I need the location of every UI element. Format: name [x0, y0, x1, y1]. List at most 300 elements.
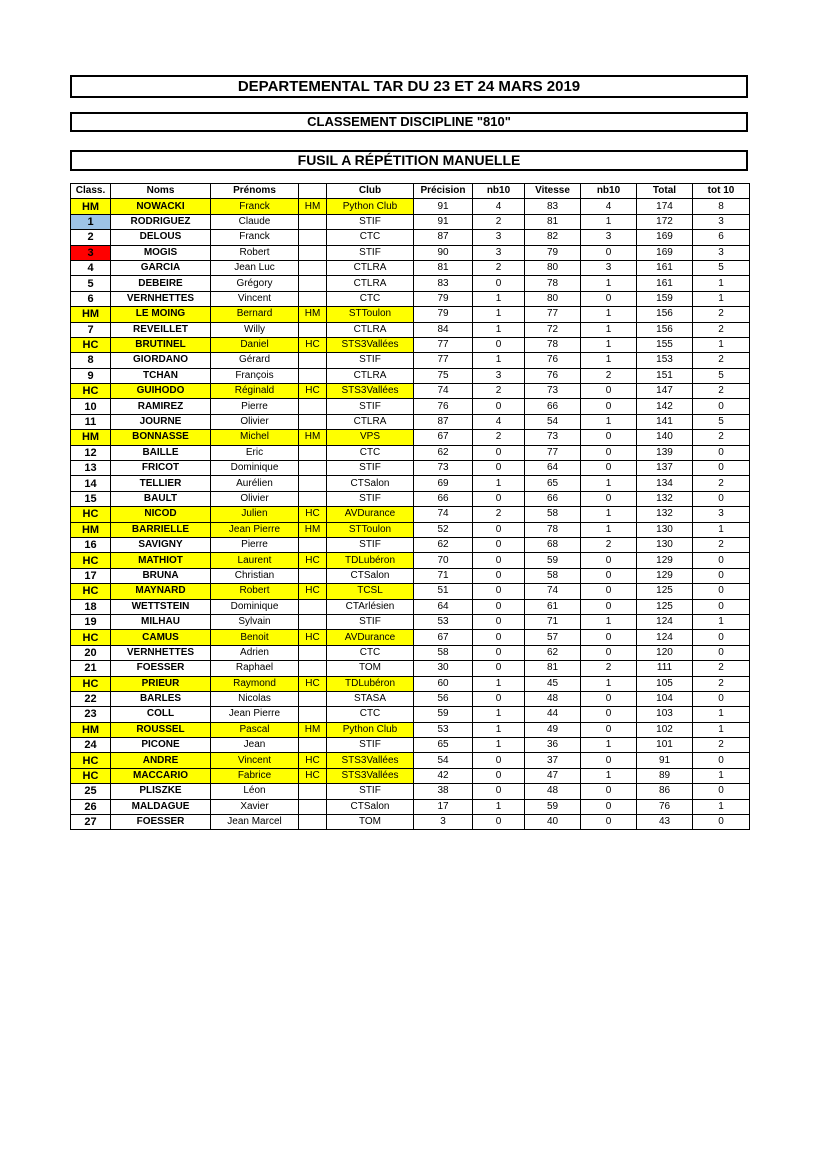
cell-nb10-precision: 0 — [473, 815, 525, 830]
table-row — [71, 553, 750, 568]
cell-vitesse: 73 — [525, 384, 581, 399]
cell-vitesse: 78 — [525, 522, 581, 537]
cell-total: 151 — [637, 368, 693, 383]
cell-club: STIF — [327, 537, 414, 552]
cell-nom: FOESSER — [111, 815, 211, 830]
cell-club: CTC — [327, 291, 414, 306]
cell-total: 89 — [637, 768, 693, 783]
cell-nom: BONNASSE — [111, 430, 211, 445]
table-row — [71, 799, 750, 814]
cell-precision: 64 — [414, 599, 473, 614]
cell-prenom: Robert — [211, 245, 299, 260]
cell-prenom: Benoit — [211, 630, 299, 645]
cell-club: STIF — [327, 214, 414, 229]
cell-total: 141 — [637, 414, 693, 429]
cell-total: 132 — [637, 507, 693, 522]
cell-tot10: 3 — [693, 507, 750, 522]
cell-nom: TCHAN — [111, 368, 211, 383]
cell-prenom: Jean Pierre — [211, 522, 299, 537]
table-row — [71, 214, 750, 229]
cell-club: CTSalon — [327, 799, 414, 814]
cell-nb10-precision: 1 — [473, 291, 525, 306]
cell-nb10-precision: 0 — [473, 614, 525, 629]
cell-precision: 77 — [414, 337, 473, 352]
cell-nb10-vitesse: 1 — [581, 614, 637, 629]
cell-category — [299, 214, 327, 229]
cell-club: STIF — [327, 461, 414, 476]
cell-vitesse: 40 — [525, 815, 581, 830]
cell-nb10-precision: 3 — [473, 368, 525, 383]
cell-category — [299, 691, 327, 706]
header-class: Class. — [71, 184, 111, 199]
cell-total: 102 — [637, 722, 693, 737]
cell-total: 86 — [637, 784, 693, 799]
cell-precision: 38 — [414, 784, 473, 799]
cell-tot10: 2 — [693, 307, 750, 322]
cell-precision: 17 — [414, 799, 473, 814]
cell-prenom: Pascal — [211, 722, 299, 737]
table-row — [71, 599, 750, 614]
cell-club: TDLubéron — [327, 676, 414, 691]
cell-rank: 15 — [71, 491, 111, 506]
cell-vitesse: 61 — [525, 599, 581, 614]
cell-vitesse: 76 — [525, 353, 581, 368]
cell-prenom: Michel — [211, 430, 299, 445]
cell-prenom: Adrien — [211, 645, 299, 660]
cell-rank: 5 — [71, 276, 111, 291]
cell-nom: VERNHETTES — [111, 291, 211, 306]
cell-rank: HM — [71, 307, 111, 322]
cell-vitesse: 78 — [525, 276, 581, 291]
cell-rank: HC — [71, 753, 111, 768]
cell-total: 169 — [637, 245, 693, 260]
table-row — [71, 276, 750, 291]
cell-nb10-vitesse: 0 — [581, 753, 637, 768]
cell-nb10-precision: 0 — [473, 784, 525, 799]
cell-tot10: 0 — [693, 691, 750, 706]
cell-category — [299, 414, 327, 429]
cell-nb10-vitesse: 1 — [581, 276, 637, 291]
cell-rank: HC — [71, 676, 111, 691]
table-row — [71, 337, 750, 352]
cell-prenom: Grégory — [211, 276, 299, 291]
cell-nb10-precision: 1 — [473, 476, 525, 491]
cell-vitesse: 80 — [525, 260, 581, 275]
cell-vitesse: 62 — [525, 645, 581, 660]
cell-category — [299, 276, 327, 291]
cell-club: STIF — [327, 784, 414, 799]
cell-prenom: Claude — [211, 214, 299, 229]
cell-category — [299, 491, 327, 506]
cell-rank: HM — [71, 430, 111, 445]
cell-nom: MOGIS — [111, 245, 211, 260]
cell-precision: 79 — [414, 307, 473, 322]
cell-precision: 91 — [414, 214, 473, 229]
cell-vitesse: 48 — [525, 691, 581, 706]
cell-rank: 17 — [71, 568, 111, 583]
cell-precision: 76 — [414, 399, 473, 414]
cell-club: CTSalon — [327, 476, 414, 491]
cell-club: STToulon — [327, 522, 414, 537]
table-row — [71, 507, 750, 522]
cell-prenom: Jean Pierre — [211, 707, 299, 722]
cell-rank: HC — [71, 507, 111, 522]
cell-total: 125 — [637, 599, 693, 614]
cell-total: 153 — [637, 353, 693, 368]
cell-precision: 91 — [414, 199, 473, 214]
cell-category — [299, 707, 327, 722]
cell-club: CTC — [327, 230, 414, 245]
cell-nom: WETTSTEIN — [111, 599, 211, 614]
cell-tot10: 1 — [693, 799, 750, 814]
cell-nom: LE MOING — [111, 307, 211, 322]
cell-nb10-precision: 1 — [473, 722, 525, 737]
cell-nb10-vitesse: 0 — [581, 568, 637, 583]
cell-tot10: 0 — [693, 584, 750, 599]
cell-total: 137 — [637, 461, 693, 476]
header-nb10-precision: nb10 — [473, 184, 525, 199]
cell-total: 155 — [637, 337, 693, 352]
cell-nb10-vitesse: 0 — [581, 491, 637, 506]
header-prenoms: Prénoms — [211, 184, 299, 199]
table-row — [71, 784, 750, 799]
header-tot10: tot 10 — [693, 184, 750, 199]
table-row — [71, 630, 750, 645]
cell-nb10-precision: 1 — [473, 799, 525, 814]
table-row — [71, 815, 750, 830]
cell-rank: 3 — [71, 245, 111, 260]
cell-vitesse: 57 — [525, 630, 581, 645]
cell-tot10: 2 — [693, 353, 750, 368]
cell-vitesse: 49 — [525, 722, 581, 737]
cell-rank: HM — [71, 722, 111, 737]
cell-nb10-precision: 4 — [473, 199, 525, 214]
table-row — [71, 322, 750, 337]
cell-rank: 18 — [71, 599, 111, 614]
cell-precision: 84 — [414, 322, 473, 337]
cell-nb10-vitesse: 0 — [581, 691, 637, 706]
cell-nb10-precision: 0 — [473, 553, 525, 568]
cell-tot10: 2 — [693, 476, 750, 491]
cell-nb10-precision: 0 — [473, 399, 525, 414]
cell-total: 129 — [637, 568, 693, 583]
cell-nb10-vitesse: 1 — [581, 738, 637, 753]
cell-category — [299, 738, 327, 753]
cell-nb10-vitesse: 0 — [581, 599, 637, 614]
cell-club: STIF — [327, 614, 414, 629]
cell-precision: 77 — [414, 353, 473, 368]
cell-prenom: Réginald — [211, 384, 299, 399]
table-row — [71, 645, 750, 660]
cell-prenom: Eric — [211, 445, 299, 460]
cell-nb10-vitesse: 1 — [581, 676, 637, 691]
cell-nb10-precision: 0 — [473, 276, 525, 291]
cell-category — [299, 245, 327, 260]
cell-club: TCSL — [327, 584, 414, 599]
cell-prenom: Olivier — [211, 491, 299, 506]
cell-tot10: 1 — [693, 337, 750, 352]
cell-club: CTC — [327, 645, 414, 660]
cell-category: HC — [299, 630, 327, 645]
table-row — [71, 430, 750, 445]
cell-category — [299, 476, 327, 491]
cell-nb10-precision: 2 — [473, 430, 525, 445]
cell-nom: JOURNE — [111, 414, 211, 429]
cell-total: 120 — [637, 645, 693, 660]
cell-nb10-precision: 0 — [473, 661, 525, 676]
cell-total: 129 — [637, 553, 693, 568]
cell-precision: 56 — [414, 691, 473, 706]
cell-nb10-vitesse: 3 — [581, 230, 637, 245]
cell-nom: MILHAU — [111, 614, 211, 629]
cell-nom: BARLES — [111, 691, 211, 706]
cell-category: HM — [299, 522, 327, 537]
cell-club: STIF — [327, 491, 414, 506]
cell-rank: 13 — [71, 461, 111, 476]
cell-nb10-vitesse: 1 — [581, 768, 637, 783]
cell-vitesse: 59 — [525, 553, 581, 568]
cell-nb10-vitesse: 0 — [581, 707, 637, 722]
cell-nom: TELLIER — [111, 476, 211, 491]
cell-tot10: 8 — [693, 199, 750, 214]
cell-tot10: 0 — [693, 553, 750, 568]
cell-prenom: Jean — [211, 738, 299, 753]
cell-nb10-vitesse: 2 — [581, 661, 637, 676]
cell-nb10-precision: 0 — [473, 630, 525, 645]
cell-rank: 16 — [71, 537, 111, 552]
table-row — [71, 445, 750, 460]
cell-nb10-precision: 4 — [473, 414, 525, 429]
cell-category: HM — [299, 430, 327, 445]
cell-total: 134 — [637, 476, 693, 491]
cell-tot10: 0 — [693, 630, 750, 645]
cell-precision: 52 — [414, 522, 473, 537]
cell-vitesse: 45 — [525, 676, 581, 691]
cell-prenom: Léon — [211, 784, 299, 799]
cell-rank: HC — [71, 584, 111, 599]
cell-nom: BAULT — [111, 491, 211, 506]
table-row — [71, 399, 750, 414]
cell-club: CTC — [327, 707, 414, 722]
cell-nb10-vitesse: 4 — [581, 199, 637, 214]
cell-nb10-vitesse: 0 — [581, 799, 637, 814]
cell-vitesse: 44 — [525, 707, 581, 722]
cell-club: STIF — [327, 245, 414, 260]
cell-nb10-vitesse: 0 — [581, 815, 637, 830]
table-row — [71, 291, 750, 306]
cell-rank: HC — [71, 553, 111, 568]
cell-nb10-precision: 0 — [473, 491, 525, 506]
cell-nb10-vitesse: 0 — [581, 445, 637, 460]
table-row — [71, 568, 750, 583]
cell-tot10: 5 — [693, 414, 750, 429]
cell-prenom: Christian — [211, 568, 299, 583]
cell-total: 156 — [637, 322, 693, 337]
cell-nb10-vitesse: 1 — [581, 522, 637, 537]
cell-precision: 90 — [414, 245, 473, 260]
ranking-title: CLASSEMENT DISCIPLINE "810" — [70, 112, 748, 132]
cell-vitesse: 59 — [525, 799, 581, 814]
cell-category: HM — [299, 199, 327, 214]
cell-nb10-vitesse: 1 — [581, 507, 637, 522]
cell-nb10-precision: 0 — [473, 753, 525, 768]
cell-prenom: Raphael — [211, 661, 299, 676]
cell-nom: COLL — [111, 707, 211, 722]
cell-precision: 53 — [414, 722, 473, 737]
cell-prenom: Franck — [211, 199, 299, 214]
cell-category: HC — [299, 584, 327, 599]
cell-nom: BRUTINEL — [111, 337, 211, 352]
cell-precision: 87 — [414, 230, 473, 245]
cell-rank: HC — [71, 768, 111, 783]
cell-category — [299, 399, 327, 414]
cell-nb10-precision: 0 — [473, 537, 525, 552]
cell-nom: GUIHODO — [111, 384, 211, 399]
cell-vitesse: 82 — [525, 230, 581, 245]
cell-prenom: Pierre — [211, 399, 299, 414]
header-category — [299, 184, 327, 199]
cell-tot10: 2 — [693, 676, 750, 691]
table-row — [71, 199, 750, 214]
cell-rank: 10 — [71, 399, 111, 414]
cell-precision: 58 — [414, 645, 473, 660]
cell-nb10-vitesse: 0 — [581, 384, 637, 399]
cell-nom: CAMUS — [111, 630, 211, 645]
table-row — [71, 414, 750, 429]
cell-vitesse: 58 — [525, 507, 581, 522]
cell-rank: 26 — [71, 799, 111, 814]
cell-nom: BAILLE — [111, 445, 211, 460]
cell-club: CTLRA — [327, 414, 414, 429]
cell-tot10: 1 — [693, 614, 750, 629]
cell-prenom: Willy — [211, 322, 299, 337]
cell-category — [299, 568, 327, 583]
cell-vitesse: 74 — [525, 584, 581, 599]
table-row — [71, 307, 750, 322]
cell-tot10: 1 — [693, 276, 750, 291]
cell-rank: 2 — [71, 230, 111, 245]
cell-nb10-precision: 2 — [473, 384, 525, 399]
cell-club: STS3Vallées — [327, 753, 414, 768]
cell-rank: 20 — [71, 645, 111, 660]
cell-total: 132 — [637, 491, 693, 506]
cell-prenom: Raymond — [211, 676, 299, 691]
cell-club: CTArlésien — [327, 599, 414, 614]
cell-nb10-vitesse: 1 — [581, 214, 637, 229]
table-row — [71, 537, 750, 552]
table-row — [71, 245, 750, 260]
cell-category — [299, 230, 327, 245]
cell-prenom: Pierre — [211, 537, 299, 552]
cell-tot10: 1 — [693, 707, 750, 722]
table-row — [71, 614, 750, 629]
cell-nom: VERNHETTES — [111, 645, 211, 660]
cell-category — [299, 322, 327, 337]
cell-tot10: 1 — [693, 768, 750, 783]
cell-rank: HM — [71, 199, 111, 214]
cell-prenom: Vincent — [211, 753, 299, 768]
table-row — [71, 522, 750, 537]
cell-nb10-precision: 1 — [473, 738, 525, 753]
cell-category: HC — [299, 384, 327, 399]
cell-prenom: Daniel — [211, 337, 299, 352]
cell-club: CTSalon — [327, 568, 414, 583]
cell-tot10: 2 — [693, 738, 750, 753]
cell-nom: MACCARIO — [111, 768, 211, 783]
cell-club: CTLRA — [327, 260, 414, 275]
cell-nb10-vitesse: 1 — [581, 322, 637, 337]
cell-prenom: Gérard — [211, 353, 299, 368]
cell-vitesse: 36 — [525, 738, 581, 753]
cell-rank: 1 — [71, 214, 111, 229]
cell-vitesse: 81 — [525, 214, 581, 229]
cell-vitesse: 58 — [525, 568, 581, 583]
cell-tot10: 2 — [693, 537, 750, 552]
cell-club: STIF — [327, 353, 414, 368]
cell-nom: GIORDANO — [111, 353, 211, 368]
cell-nb10-precision: 2 — [473, 507, 525, 522]
cell-total: 76 — [637, 799, 693, 814]
cell-nb10-vitesse: 2 — [581, 368, 637, 383]
cell-total: 142 — [637, 399, 693, 414]
table-row — [71, 676, 750, 691]
cell-total: 91 — [637, 753, 693, 768]
cell-total: 103 — [637, 707, 693, 722]
cell-vitesse: 68 — [525, 537, 581, 552]
cell-nom: BRUNA — [111, 568, 211, 583]
cell-total: 172 — [637, 214, 693, 229]
cell-rank: 24 — [71, 738, 111, 753]
cell-precision: 59 — [414, 707, 473, 722]
cell-category: HC — [299, 676, 327, 691]
cell-prenom: Robert — [211, 584, 299, 599]
cell-tot10: 3 — [693, 245, 750, 260]
cell-nb10-vitesse: 1 — [581, 353, 637, 368]
cell-vitesse: 76 — [525, 368, 581, 383]
cell-precision: 62 — [414, 445, 473, 460]
cell-nb10-vitesse: 1 — [581, 476, 637, 491]
cell-vitesse: 64 — [525, 461, 581, 476]
cell-club: TDLubéron — [327, 553, 414, 568]
cell-prenom: François — [211, 368, 299, 383]
cell-rank: 25 — [71, 784, 111, 799]
cell-vitesse: 71 — [525, 614, 581, 629]
cell-nb10-precision: 2 — [473, 214, 525, 229]
cell-vitesse: 54 — [525, 414, 581, 429]
cell-nb10-vitesse: 1 — [581, 307, 637, 322]
table-row — [71, 476, 750, 491]
cell-total: 147 — [637, 384, 693, 399]
cell-precision: 73 — [414, 461, 473, 476]
cell-rank: 9 — [71, 368, 111, 383]
table-row — [71, 768, 750, 783]
table-row — [71, 707, 750, 722]
table-row — [71, 584, 750, 599]
cell-vitesse: 47 — [525, 768, 581, 783]
cell-precision: 69 — [414, 476, 473, 491]
cell-club: VPS — [327, 430, 414, 445]
cell-rank: HC — [71, 630, 111, 645]
cell-prenom: Vincent — [211, 291, 299, 306]
cell-precision: 42 — [414, 768, 473, 783]
cell-category: HC — [299, 768, 327, 783]
cell-nom: PICONE — [111, 738, 211, 753]
table-row — [71, 368, 750, 383]
cell-category — [299, 645, 327, 660]
cell-precision: 67 — [414, 630, 473, 645]
cell-nom: ANDRE — [111, 753, 211, 768]
cell-nom: REVEILLET — [111, 322, 211, 337]
